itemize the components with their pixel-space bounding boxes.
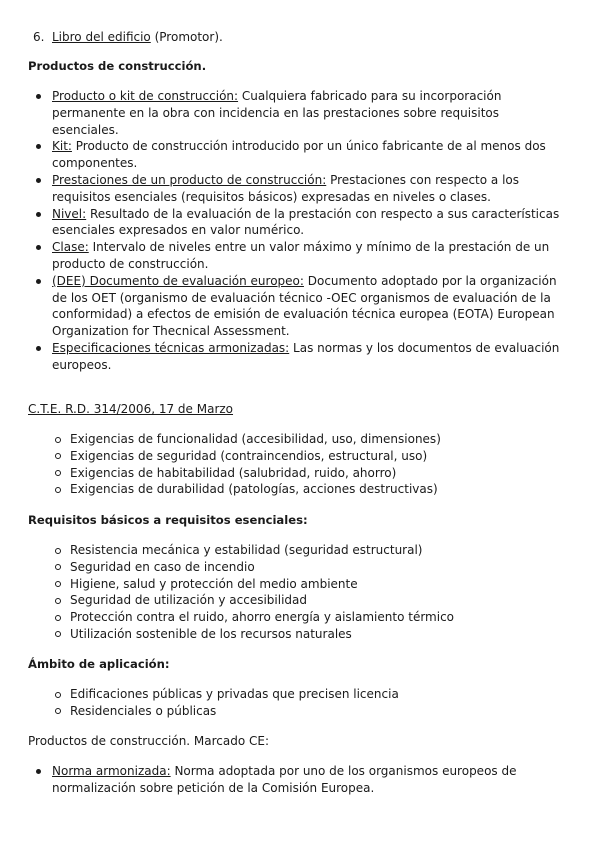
definition: Producto de construcción introducido por un único fabricante de al menos dos componentes.	[52, 139, 546, 171]
list-item: Exigencias de habitabilidad (salubridad, ruido, ahorro)	[0, 465, 600, 482]
list-item	[0, 172, 562, 206]
list-item	[0, 273, 562, 340]
term-link[interactable]: Prestaciones de un producto de construcción:	[52, 172, 327, 187]
list-item: Seguridad de utilización y accesibilidad	[0, 592, 600, 609]
cte-list	[0, 431, 600, 498]
term-link[interactable]: Norma armonizada:	[52, 764, 171, 778]
list-item	[0, 763, 562, 797]
term-link[interactable]: Especificaciones técnicas armonizadas:	[52, 340, 290, 355]
list-item	[0, 206, 562, 240]
numbered-item-6	[33, 29, 223, 46]
list-item	[0, 239, 562, 273]
list-item: Exigencias de durabilidad (patologías, acciones destructivas)	[0, 481, 600, 498]
term-link[interactable]: Kit:	[52, 139, 72, 154]
list-item: Resistencia mecánica y estabilidad (seguridad estructural)	[0, 542, 600, 559]
definition: Intervalo de niveles entre un valor máximo y mínimo de la prestación de un producto de construcción.	[52, 240, 550, 271]
list-item: Residenciales o públicas	[0, 703, 600, 720]
list-item: Edificaciones públicas y privadas que precisen licencia	[0, 686, 600, 703]
list-item: Protección contra el ruido, ahorro energía y aislamiento térmico	[0, 609, 600, 626]
term-link[interactable]: Nivel:	[52, 206, 87, 221]
definition: Norma adoptada por uno de los organismos europeos de normalización sobre petición de la Comisión Europea.	[52, 764, 517, 795]
list-item	[0, 340, 562, 374]
cte-link[interactable]: C.T.E. R.D. 314/2006, 17 de Marzo	[28, 402, 234, 416]
list-item	[0, 138, 562, 172]
definition: Cualquiera fabricado para su incorporación permanente en la obra con incidencia en las prestaciones sobre requisitos esenciales.	[52, 89, 502, 137]
definition: Prestaciones con respecto a los requisitos esenciales (requisitos básicos) expresadas en niveles o clases.	[52, 172, 519, 204]
list-item: Exigencias de funcionalidad (accesibilidad, uso, dimensiones)	[0, 431, 600, 448]
marcado-list	[0, 763, 600, 797]
list-item: Utilización sostenible de los recursos naturales	[0, 626, 600, 643]
list-item: Exigencias de seguridad (contraincendios, estructural, uso)	[0, 448, 600, 465]
term-link[interactable]: Clase:	[52, 240, 89, 255]
marcado-ce-text: Productos de construcción. Marcado CE:	[28, 734, 270, 748]
requisitos-heading: Requisitos básicos a requisitos esenciales:	[28, 513, 308, 527]
requisitos-list	[0, 542, 600, 643]
productos-heading: Productos de construcción.	[28, 59, 207, 73]
list-item: Seguridad en caso de incendio	[0, 559, 600, 576]
definition: Las normas y los documentos de evaluación europeos.	[52, 340, 560, 372]
ambito-heading: Ámbito de aplicación:	[28, 657, 170, 671]
productos-list	[0, 88, 600, 374]
list-item	[0, 88, 562, 138]
item-rest: (Promotor).	[150, 30, 223, 44]
definition: Resultado de la evaluación de la prestación con respecto a sus características esenciales expresados en valor numérico.	[52, 206, 560, 238]
ambito-list	[0, 686, 600, 720]
definition: Documento adoptado por la organización de los OET (organismo de evaluación técnico -OEC organismos de evaluación de la conformidad) a efectos de emisión de evaluación técnica europea (EOTA) European Organization for Thecnical Assessment.	[52, 273, 557, 339]
libro-del-edificio-link[interactable]: Libro del edificio	[52, 30, 151, 44]
list-item: Higiene, salud y protección del medio ambiente	[0, 576, 600, 593]
term-link[interactable]: (DEE) Documento de evaluación europeo:	[52, 273, 304, 288]
item-number: 6.	[33, 30, 45, 44]
term-link[interactable]: Producto o kit de construcción:	[52, 89, 239, 103]
